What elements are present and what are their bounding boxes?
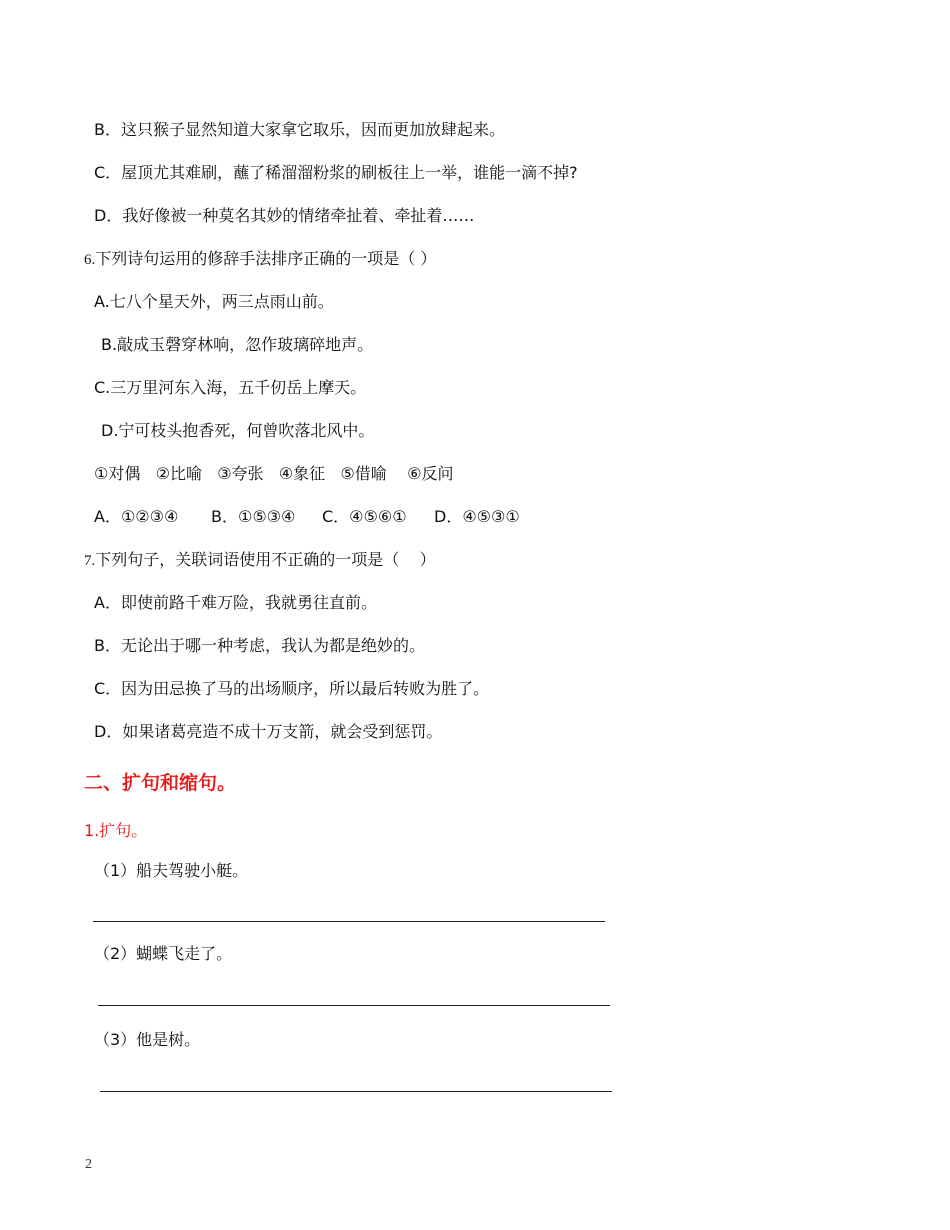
q7-stem: 下列句子，关联词语使用不正确的一项是（ ） bbox=[95, 550, 436, 569]
answer-line-3[interactable] bbox=[100, 1091, 612, 1092]
q6-number: 6. bbox=[84, 252, 96, 268]
q6-choice-a: A．①②③④ bbox=[94, 507, 179, 526]
q6-choice-d: D．④⑤③① bbox=[434, 507, 520, 526]
q6-choice-b: B．①⑤③④ bbox=[211, 507, 296, 526]
q6-devices: ①对偶 ②比喻 ③夸张 ④象征 ⑤借喻 ⑥反问 bbox=[94, 464, 454, 483]
q5-option-b: B．这只猴子显然知道大家拿它取乐，因而更加放肆起来。 bbox=[94, 120, 505, 139]
q6-choices bbox=[94, 507, 520, 527]
q6-stem: 下列诗句运用的修辞手法排序正确的一项是（ ） bbox=[95, 249, 437, 268]
q6-line-a: A.七八个星天外，两三点雨山前。 bbox=[94, 292, 334, 311]
expand-item-2: （2）蝴蝶飞走了。 bbox=[94, 944, 233, 963]
section-title: 二、扩句和缩句。 bbox=[84, 772, 237, 794]
q6-choice-c: C．④⑤⑥① bbox=[322, 507, 407, 526]
q7-option-b: B．无论出于哪一种考虑，我认为都是绝妙的。 bbox=[94, 636, 425, 655]
q6-stem-line bbox=[84, 249, 436, 270]
q6-line-c: C.三万里河东入海，五千仞岳上摩天。 bbox=[94, 378, 367, 397]
answer-line-2[interactable] bbox=[98, 1005, 610, 1006]
subsection-title: 1.扩句。 bbox=[84, 821, 148, 840]
q7-option-c: C．因为田忌换了马的出场顺序，所以最后转败为胜了。 bbox=[94, 679, 490, 698]
answer-line-1[interactable] bbox=[93, 921, 605, 922]
q7-stem-line bbox=[84, 550, 436, 571]
expand-item-1: （1）船夫驾驶小艇。 bbox=[94, 861, 249, 880]
expand-item-3: （3）他是树。 bbox=[94, 1030, 201, 1049]
q5-option-d: D．我好像被一种莫名其妙的情绪牵扯着、牵扯着…… bbox=[94, 206, 475, 225]
page-number: 2 bbox=[85, 1157, 92, 1172]
q7-number: 7. bbox=[84, 553, 96, 569]
q7-option-d: D．如果诸葛亮造不成十万支箭，就会受到惩罚。 bbox=[94, 722, 443, 741]
q6-line-b: B.敲成玉磬穿林响，忽作玻璃碎地声。 bbox=[101, 335, 374, 354]
q6-line-d: D.宁可枝头抱香死，何曾吹落北风中。 bbox=[101, 421, 375, 440]
q5-option-c: C．屋顶尤其难刷，蘸了稀溜溜粉浆的刷板往上一举，谁能一滴不掉? bbox=[94, 163, 578, 182]
q7-option-a: A．即使前路千难万险，我就勇往直前。 bbox=[94, 593, 377, 612]
